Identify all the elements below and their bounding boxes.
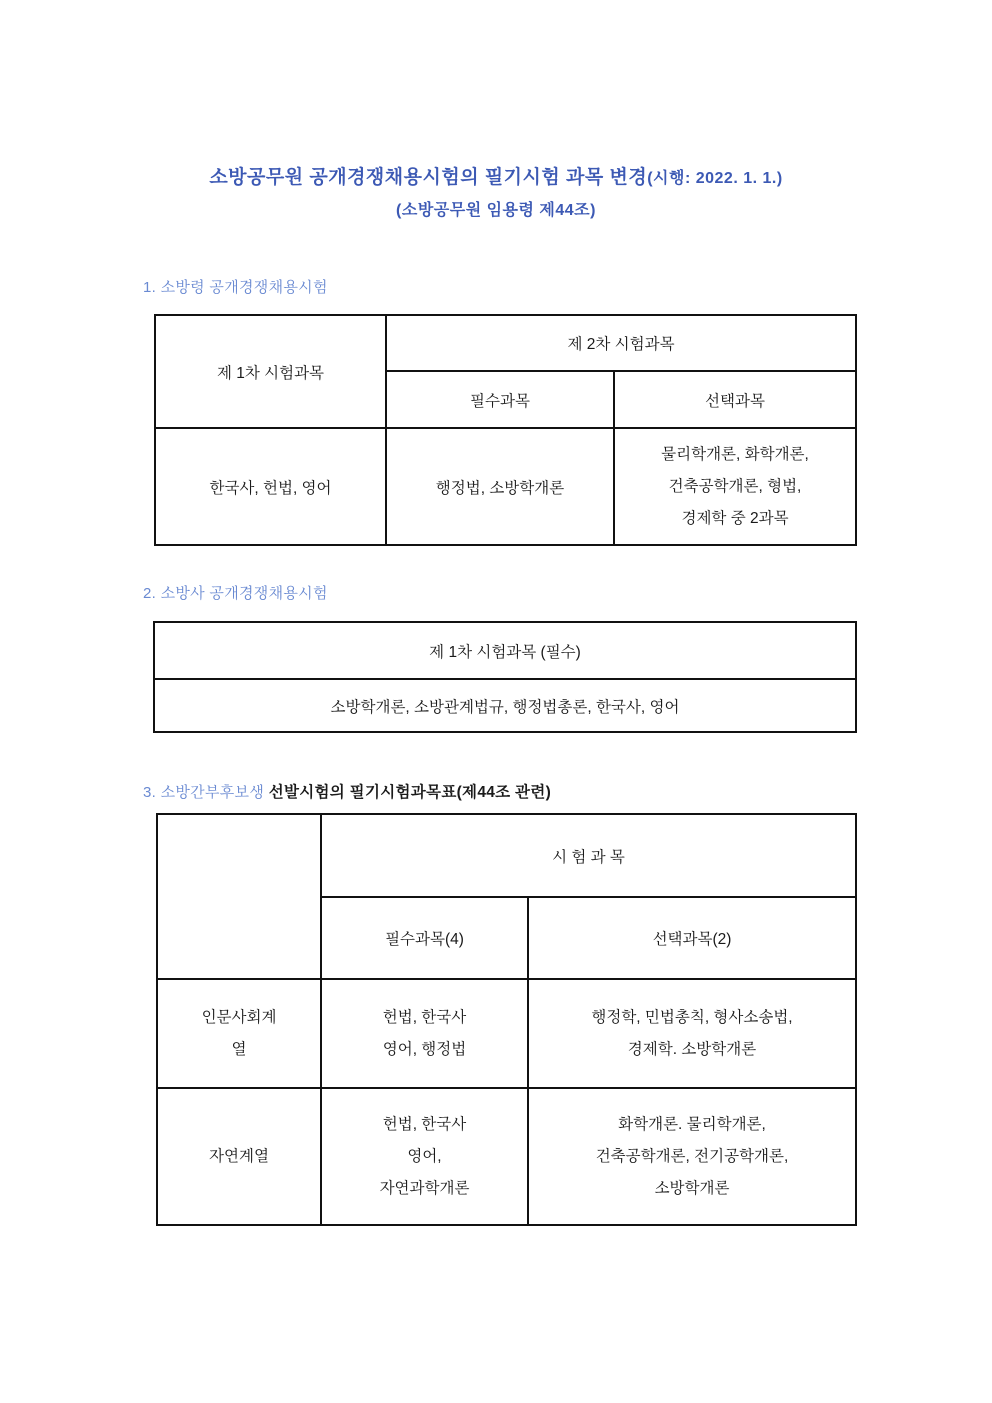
page-title-effective-date: (시행: 2022. 1. 1.) [647,170,783,187]
section2-heading: 2. 소방사 공개경쟁채용시험 [143,585,328,602]
cell-category-natural-sciences [157,1088,321,1225]
table-firefighter-exam [153,621,857,733]
header-cell-first-round-required: 제 1차 시험과목 (필수) [154,622,856,679]
table-row [154,622,856,679]
table-row [155,315,856,371]
table-row [154,679,856,732]
table-row [157,979,856,1088]
header-cell-second-round: 제 2차 시험과목 [386,315,856,371]
elective-line: 건축공학개론, 전기공학개론, [595,1147,789,1165]
page-title-main: 소방공무원 공개경쟁채용시험의 필기시험 과목 변경 [209,167,648,188]
cell-required-natural-sciences [321,1088,528,1225]
cell-elective-natural-sciences [528,1088,856,1225]
empty-corner-cell [157,814,321,979]
cell-elective-humanities [528,979,856,1088]
category-line: 열 [231,1040,247,1058]
elective-line: 경제학. 소방학개론 [627,1040,757,1058]
page-title [0,162,992,189]
table-row [155,428,856,545]
page-subtitle: (소방공무원 임용령 제44조) [396,202,596,219]
section3-heading [143,780,551,802]
elective-line: 건축공학개론, 형법, [668,477,802,495]
required-line: 헌법, 한국사 [382,1115,467,1133]
cell-required-subjects: 행정법, 소방학개론 [386,428,614,545]
table-row [157,1088,856,1225]
cell-subjects: 소방학개론, 소방관계법규, 행정법총론, 한국사, 영어 [154,679,856,732]
table-cadet-exam [156,813,857,1226]
section3-heading-black: 선발시험의 필기시험과목표(제44조 관련) [264,784,552,801]
header-cell-required: 필수과목 [386,371,614,428]
table-row [157,814,856,897]
elective-line: 화학개론. 물리학개론, [618,1115,766,1133]
cell-category-humanities [157,979,321,1088]
elective-line: 경제학 중 2과목 [681,509,789,527]
cell-required-humanities [321,979,528,1088]
section3-heading-blue: 3. 소방간부후보생 [143,784,265,801]
header-cell-elective2: 선택과목(2) [528,897,856,979]
elective-line: 행정학, 민법총칙, 형사소송법, [591,1008,793,1026]
header-cell-exam-subjects: 시 험 과 목 [321,814,856,897]
required-line: 자연과학개론 [379,1179,470,1197]
section1-heading: 1. 소방령 공개경쟁채용시험 [143,279,328,296]
elective-line: 물리학개론, 화학개론, [661,445,809,463]
header-cell-required4: 필수과목(4) [321,897,528,979]
header-cell-elective: 선택과목 [614,371,856,428]
required-line: 영어, [407,1147,442,1165]
elective-line: 소방학개론 [654,1179,730,1197]
required-line: 영어, 행정법 [382,1040,467,1058]
table-firecaptain-exam [154,314,857,546]
cell-first-round-subjects: 한국사, 헌법, 영어 [155,428,386,545]
category-line: 자연계열 [209,1147,269,1165]
category-line: 인문사회계 [201,1008,277,1026]
header-cell-first-round: 제 1차 시험과목 [155,315,386,428]
required-line: 헌법, 한국사 [382,1008,467,1026]
cell-elective-subjects [614,428,856,545]
